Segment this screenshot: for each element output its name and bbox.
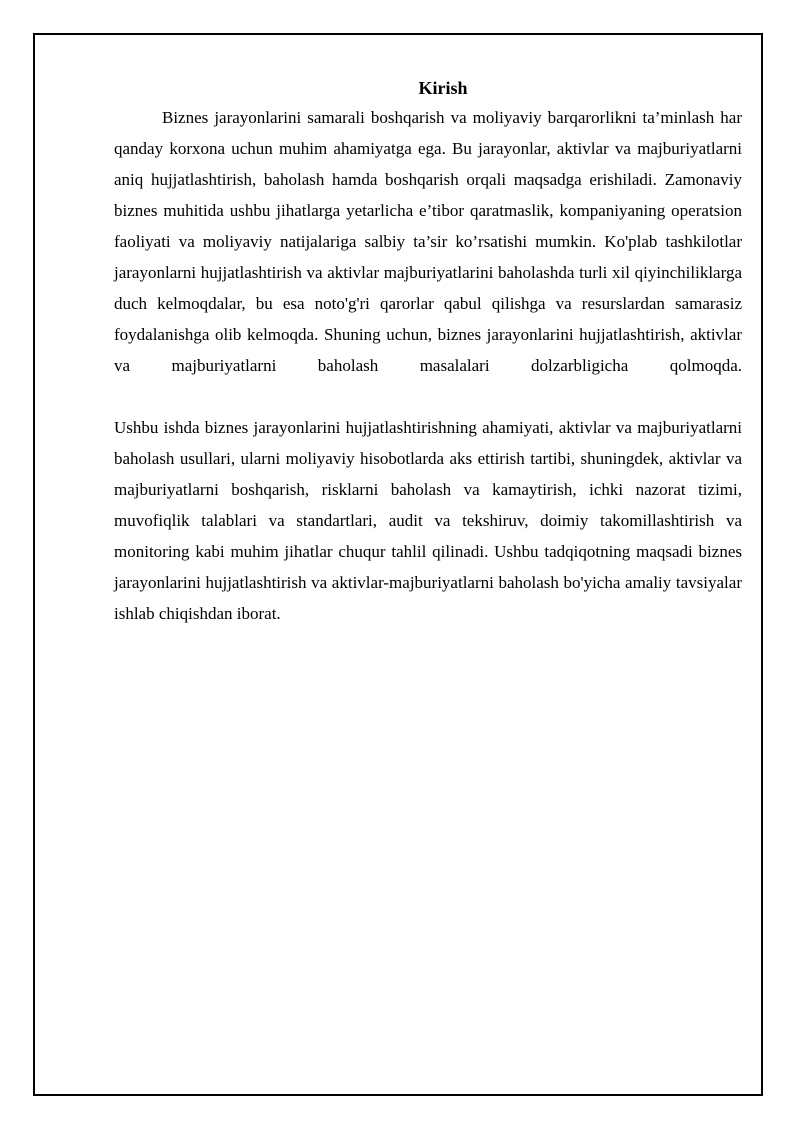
document-title: Kirish: [418, 78, 468, 98]
intro-paragraph-2: Ushbu ishda biznes jarayonlarini hujjatlashtirishning ahamiyati, aktivlar va majburiyatlarni baholash usullari, ularni moliyaviy hisobotlarda aks ettirish tartibi, shuningdek, aktivlar va majburiyatlarni boshqarish, risklarni baholash va kamaytirish, ichki nazorat tizimi, muvofiqlik talablari va standartlari, audit va tekshiruv, doimiy takomillashtirish va monitoring kabi muhim jihatlar chuqur tahlil qilinadi. Ushbu tadqiqotning maqsadi biznes jarayonlarini hujjatlashtirish va aktivlar-majburiyatlarni baholash bo'yicha amaliy tavsiyalar ishlab chiqishdan iborat.: [114, 418, 742, 623]
intro-paragraph-1: Biznes jarayonlarini samarali boshqarish va moliyaviy barqarorlikni ta’minlash har qanday korxona uchun muhim ahamiyatga ega. Bu jarayonlar, aktivlar va majburiyatlarni aniq hujjatlashtirish, baholash hamda boshqarish orqali maqsadga erishiladi. Zamonaviy biznes muhitida ushbu jihatlarga yetarlicha e’tibor qaratmaslik, kompaniyaning operatsion faoliyati va moliyaviy natijalariga salbiy ta’sir ko’rsatishi mumkin. Ko'plab tashkilotlar jarayonlarni hujjatlashtirish va aktivlar majburiyatlarini baholashda turli xil qiyinchiliklarga duch kelmoqdalar, bu esa noto'g'ri qarorlar qabul qilishga va resurslardan samarasiz foydalanishga olib kelmoqda. Shuning uchun, biznes jarayonlarini hujjatlashtirish, aktivlar va majburiyatlarni baholash masalalari dolzarbligicha qolmoqda.: [114, 108, 742, 375]
document-body: [114, 74, 742, 629]
paragraph-spacer: [114, 381, 742, 412]
